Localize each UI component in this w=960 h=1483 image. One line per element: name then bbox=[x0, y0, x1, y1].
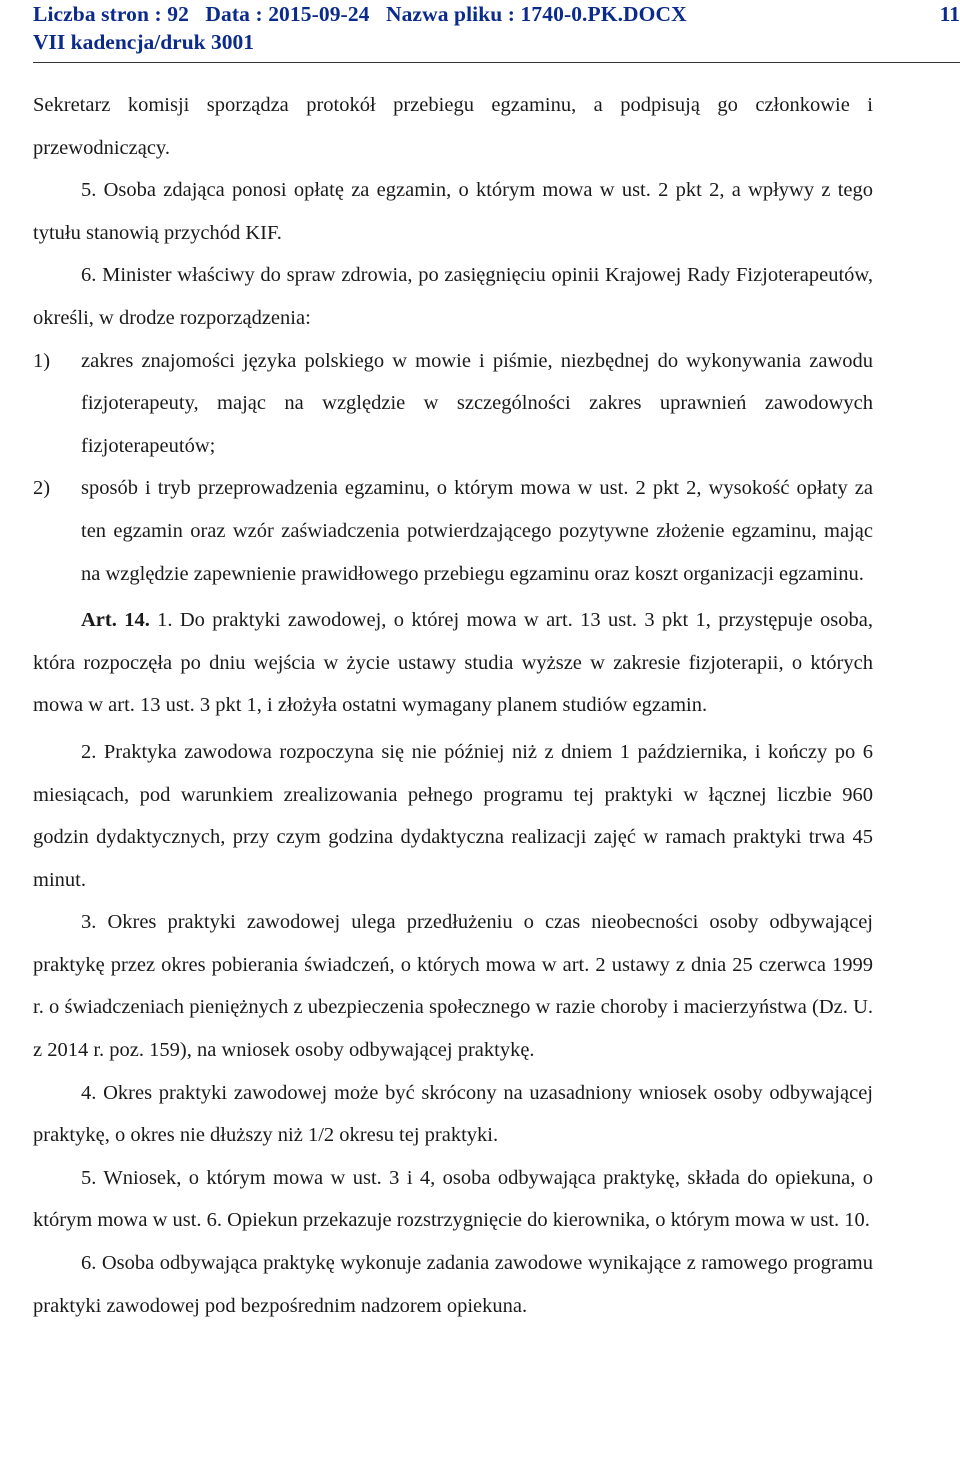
header-print-number: VII kadencja/druk 3001 bbox=[33, 30, 255, 54]
page-number: 11 bbox=[939, 2, 960, 26]
list-item-2 bbox=[33, 467, 873, 595]
list-item-text: zakres znajomości języka polskiego w mowie i piśmie, niezbędnej do wykonywania zawodu fizjoterapeuty, mając na względzie w szczególności zakres uprawnień zawodowych fizjoterapeutów; bbox=[81, 349, 873, 457]
paragraph-5-fee: 5. Osoba zdająca ponosi opłatę za egzamin, o którym mowa w ust. 2 pkt 2, a wpływy z tego tytułu stanowią przychód KIF. bbox=[33, 179, 873, 244]
article-14-paragraph-1 bbox=[33, 599, 873, 727]
header-metadata: Liczba stron : 92 Data : 2015-09-24 Nazwa pliku : 1740-0.PK.DOCX bbox=[33, 2, 687, 26]
article-14-paragraph-6: 6. Osoba odbywająca praktykę wykonuje zadania zawodowe wynikające z ramowego programu praktyki zawodowej pod bezpośrednim nadzorem opiekuna. bbox=[33, 1252, 873, 1317]
article-14-paragraph-2: 2. Praktyka zawodowa rozpoczyna się nie później niż z dniem 1 października, i kończy po 6 miesiącach, pod warunkiem zrealizowania pełnego programu tej praktyki w łącznej liczbie 960 godzin dydaktycznych, przy czym godzina dydaktyczna realizacji zajęć w ramach praktyki trwa 45 minut. bbox=[33, 740, 873, 891]
article-14-paragraph-3: 3. Okres praktyki zawodowej ulega przedłużeniu o czas nieobecności osoby odbywającej praktykę przez okres pobierania świadczeń, o których mowa w art. 2 ustawy z dnia 25 czerwca 1999 r. o świadczeniach pieniężnych z ubezpieczenia społecznego w razie choroby i macierzyństwa (Dz. U. z 2014 r. poz. 159), na wniosek osoby odbywającej praktykę. bbox=[33, 911, 873, 1062]
paragraph-protocol: Sekretarz komisji sporządza protokół przebiegu egzaminu, a podpisują go członkowie i przewodniczący. bbox=[33, 94, 873, 159]
document-body bbox=[33, 84, 873, 1327]
article-14-heading: Art. 14. bbox=[81, 609, 150, 632]
list-item-number: 2) bbox=[33, 477, 51, 500]
article-14-paragraph-1-text: 1. Do praktyki zawodowej, o której mowa w art. 13 ust. 3 pkt 1, przystępuje osoba, która rozpoczęła po dniu wejścia w życie ustawy studia wyższe w zakresie fizjoterapii, o których mowa w art. 13 ust. 3 pkt 1, i złożyła ostatni wymagany planem studiów egzamin. bbox=[33, 609, 873, 717]
article-14-paragraph-5: 5. Wniosek, o którym mowa w ust. 3 i 4, osoba odbywająca praktykę, składa do opiekuna, o którym mowa w ust. 6. Opiekun przekazuje rozstrzygnięcie do kierownika, o którym mowa w ust. 10. bbox=[33, 1166, 873, 1232]
list-item-number: 1) bbox=[33, 349, 51, 372]
list-item-1 bbox=[33, 340, 873, 468]
paragraph-6-regulation: 6. Minister właściwy do spraw zdrowia, po zasięgnięciu opinii Krajowej Rady Fizjoterapeutów, określi, w drodze rozporządzenia: bbox=[33, 264, 873, 329]
article-14-paragraph-4: 4. Okres praktyki zawodowej może być skrócony na uzasadniony wniosek osoby odbywającej praktykę, o okres nie dłuższy niż 1/2 okresu tej praktyki. bbox=[33, 1081, 873, 1147]
header-divider bbox=[33, 62, 960, 63]
page-header bbox=[33, 0, 960, 66]
list-item-text: sposób i tryb przeprowadzenia egzaminu, o którym mowa w ust. 2 pkt 2, wysokość opłaty za ten egzamin oraz wzór zaświadczenia potwierdzającego pozytywne złożenie egzaminu, mając na względzie zapewnienie prawidłowego przebiegu egzaminu oraz koszt organizacji egzaminu. bbox=[81, 477, 873, 585]
